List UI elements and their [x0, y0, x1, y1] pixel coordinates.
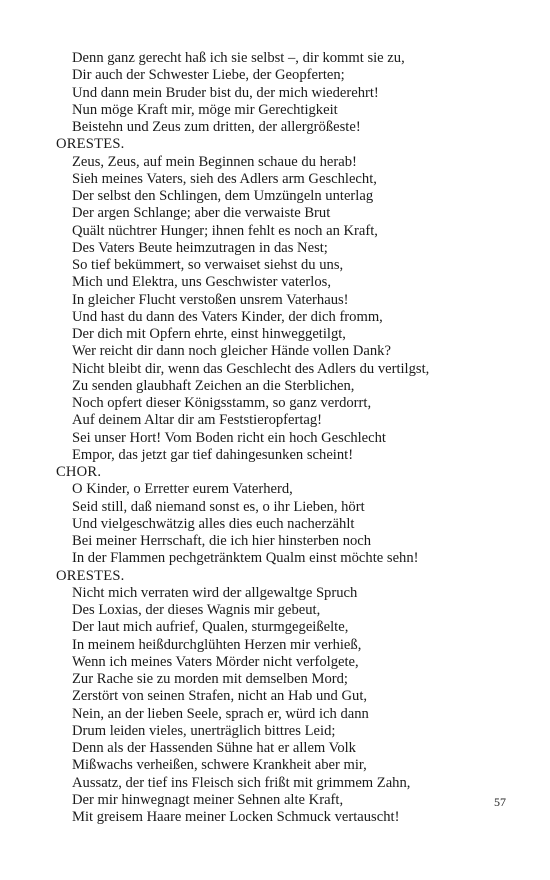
verse-line: Nein, an der lieben Seele, sprach er, würd ich dann: [72, 705, 369, 722]
verse-line: Zu senden glaubhaft Zeichen an die Sterblichen,: [72, 377, 355, 394]
verse-line: In gleicher Flucht verstoßen unsrem Vaterhaus!: [72, 291, 349, 308]
verse-line: Nun möge Kraft mir, möge mir Gerechtigkeit: [72, 101, 338, 118]
verse-line: Mit greisem Haare meiner Locken Schmuck vertauscht!: [72, 809, 400, 825]
speaker-label: ORESTES.: [56, 567, 125, 584]
verse-line: Noch opfert dieser Königsstamm, so ganz verdorrt,: [72, 395, 372, 411]
verse-line: In der Flammen pechgetränktem Qualm einst möchte sehn!: [72, 550, 419, 567]
verse-line: Nicht bleibt dir, wenn das Geschlecht des Adlers du vertilgst,: [72, 360, 430, 377]
verse-line: Beistehn und Zeus zum dritten, der allergrößeste!: [72, 119, 361, 135]
drama-text-block: [56, 50, 516, 826]
verse-line: Sieh meines Vaters, sieh des Adlers arm Geschlecht,: [72, 170, 377, 187]
verse-line: Quält nüchtrer Hunger; ihnen fehlt es noch an Kraft,: [72, 222, 378, 239]
verse-line: Wer reicht dir dann noch gleicher Hände vollen Dank?: [72, 343, 391, 360]
verse-line: Und dann mein Bruder bist du, der mich wiederehrt!: [72, 84, 379, 101]
verse-line: Wenn ich meines Vaters Mörder nicht verfolgete,: [72, 653, 359, 670]
verse-line: O Kinder, o Erretter eurem Vaterherd,: [72, 481, 293, 498]
verse-line: Denn ganz gerecht haß ich sie selbst –, dir kommt sie zu,: [72, 50, 405, 66]
verse-line: Der dich mit Opfern ehrte, einst hinweggetilgt,: [72, 326, 346, 342]
verse-line: Mich und Elektra, uns Geschwister vaterlos,: [72, 274, 331, 291]
verse-line: Zeus, Zeus, auf mein Beginnen schaue du herab!: [72, 153, 357, 170]
speaker-label: ORESTES.: [56, 136, 125, 153]
verse-line: Empor, das jetzt gar tief dahingesunken scheint!: [72, 446, 354, 463]
verse-line: Auf deinem Altar dir am Feststieropfertag!: [72, 412, 323, 429]
verse-line: Denn als der Hassenden Sühne hat er allem Volk: [72, 740, 356, 756]
verse-line: Sei unser Hort! Vom Boden richt ein hoch Geschlecht: [72, 429, 386, 446]
verse-line: In meinem heißdurchglühten Herzen mir verhieß,: [72, 636, 362, 653]
verse-line: Und vielgeschwätzig alles dies euch nacherzählt: [72, 515, 355, 532]
verse-line: Aussatz, der tief ins Fleisch sich frißt mit grimmem Zahn,: [72, 774, 411, 791]
verse-line: Des Loxias, der dieses Wagnis mir gebeut,: [72, 602, 321, 618]
verse-line: Drum leiden vieles, unerträglich bittres Leid;: [72, 722, 336, 739]
verse-line: So tief bekümmert, so verwaiset siehst du uns,: [72, 257, 344, 273]
verse-line: Der argen Schlange; aber die verwaiste Brut: [72, 205, 331, 222]
verse-line: Und hast du dann des Vaters Kinder, der dich fromm,: [72, 308, 383, 325]
verse-line: Nicht mich verraten wird der allgewaltge Spruch: [72, 584, 358, 601]
verse-line: Dir auch der Schwester Liebe, der Geopferten;: [72, 67, 345, 84]
verse-line: Des Vaters Beute heimzutragen in das Nest;: [72, 239, 328, 256]
verse-line: Zur Rache sie zu morden mit demselben Mord;: [72, 671, 348, 687]
page-number: 57: [494, 795, 506, 809]
verse-line: Zerstört von seinen Strafen, nicht an Hab und Gut,: [72, 688, 368, 705]
verse-line: Bei meiner Herrschaft, die ich hier hinsterben noch: [72, 533, 372, 549]
verse-line: Mißwachs verheißen, schwere Krankheit aber mir,: [72, 757, 367, 774]
verse-line: Der mir hinwegnagt meiner Sehnen alte Kraft,: [72, 791, 344, 808]
speaker-label: CHOR.: [56, 464, 102, 480]
verse-line: Seid still, daß niemand sonst es, o ihr Lieben, hört: [72, 498, 365, 515]
verse-line: Der laut mich aufrief, Qualen, sturmgegeißelte,: [72, 619, 349, 636]
verse-line: Der selbst den Schlingen, dem Umzüngeln unterlag: [72, 188, 374, 204]
